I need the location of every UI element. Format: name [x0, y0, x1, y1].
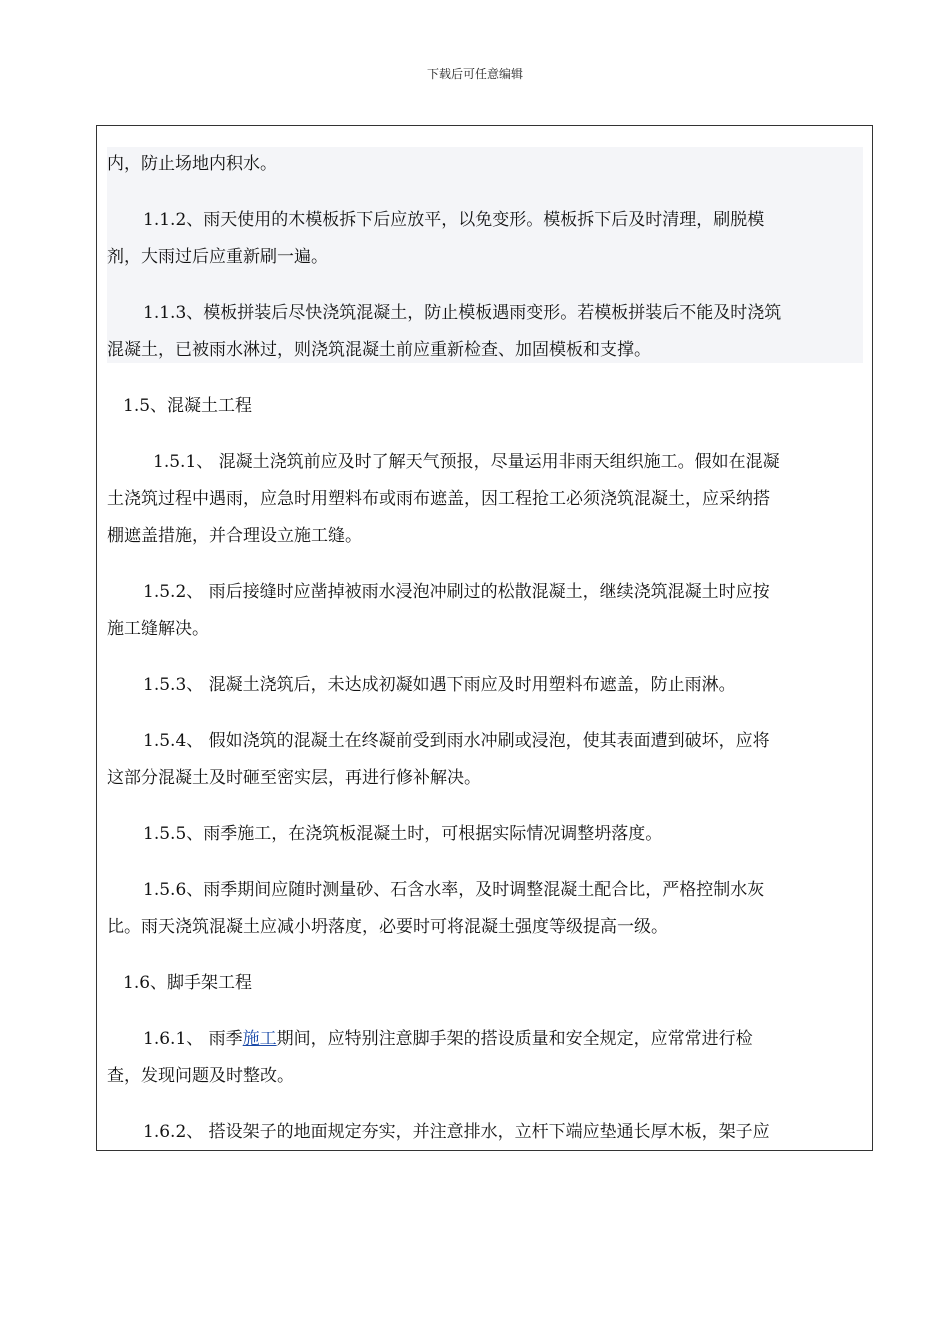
paragraph-1-5-5	[107, 816, 863, 853]
section-heading: 1.6、脚手架工程	[123, 973, 253, 993]
text-line: 1.5.3、 混凝土浇筑后，未达成初凝如遇下雨应及时用塑料布遮盖，防止雨淋。	[143, 675, 736, 695]
paragraph-1-6-2	[107, 1114, 863, 1151]
text-line: 1.5.1、 混凝土浇筑前应及时了解天气预报，尽量运用非雨天组织施工。假如在混凝	[153, 452, 780, 472]
paragraph-1-5-2	[107, 574, 863, 648]
text-segment: 期间	[276, 1029, 311, 1049]
text-line: 1.5.5、雨季施工，在浇筑板混凝土时，可根据实际情况调整坍落度。	[143, 824, 663, 844]
text-line: 查，发现问题及时整改。	[107, 1066, 294, 1086]
text-line	[107, 1021, 863, 1058]
text-line: 棚遮盖措施，并合理设立施工缝。	[107, 526, 362, 546]
paragraph-1-1-3	[107, 295, 863, 369]
text-line: 土浇筑过程中遇雨，应急时用塑料布或雨布遮盖，因工程抢工必须浇筑混凝土，应采纳搭	[107, 489, 770, 509]
heading-1-5	[107, 388, 863, 425]
paragraph-1-5-1	[107, 444, 863, 555]
text-line: 比。雨天浇筑混凝土应减小坍落度，必要时可将混凝土强度等级提高一级。	[107, 917, 668, 937]
paragraph-1-5-6	[107, 872, 863, 946]
text-segment: 1.6.1、 雨季	[143, 1029, 243, 1049]
shigong-link[interactable]: 施工	[242, 1029, 277, 1049]
text-line: 1.6.2、 搭设架子的地面规定夯实，并注意排水，立杆下端应垫通长厚木板，架子应	[143, 1122, 770, 1142]
text-line: 1.5.6、雨季期间应随时测量砂、石含水率，及时调整混凝土配合比，严格控制水灰	[143, 880, 765, 900]
text-line: 1.5.2、 雨后接缝时应凿掉被雨水浸泡冲刷过的松散混凝土，继续浇筑混凝土时应按	[143, 582, 770, 602]
paragraph-0	[107, 146, 863, 183]
text-line: 1.1.2、雨天使用的木模板拆下后应放平，以免变形。模板拆下后及时清理，刷脱模	[143, 210, 765, 230]
text-line: 这部分混凝土及时砸至密实层，再进行修补解决。	[107, 768, 481, 788]
text-segment: ，应特别注意脚手架的搭设质量和安全规定，应常常进行检	[310, 1029, 753, 1049]
content-frame	[96, 125, 873, 1151]
paragraph-1-6-1	[107, 1021, 863, 1095]
text-line: 混凝土，已被雨水淋过，则浇筑混凝土前应重新检查、加固模板和支撑。	[107, 340, 651, 360]
text-line: 施工缝解决。	[107, 619, 209, 639]
text-line: 1.1.3、模板拼装后尽快浇筑混凝土，防止模板遇雨变形。若模板拼装后不能及时浇筑	[143, 303, 782, 323]
section-heading: 1.5、混凝土工程	[123, 396, 253, 416]
text-line: 剂，大雨过后应重新刷一遍。	[107, 247, 328, 267]
paragraph-1-5-3	[107, 667, 863, 704]
document-body	[107, 146, 863, 1151]
paragraph-1-5-4	[107, 723, 863, 797]
text-line: 内，防止场地内积水。	[107, 154, 277, 174]
heading-1-6	[107, 965, 863, 1002]
page-header: 下载后可任意编辑	[426, 67, 523, 81]
text-line: 1.5.4、 假如浇筑的混凝土在终凝前受到雨水冲刷或浸泡，使其表面遭到破坏，应将	[143, 731, 770, 751]
paragraph-1-1-2	[107, 202, 863, 276]
